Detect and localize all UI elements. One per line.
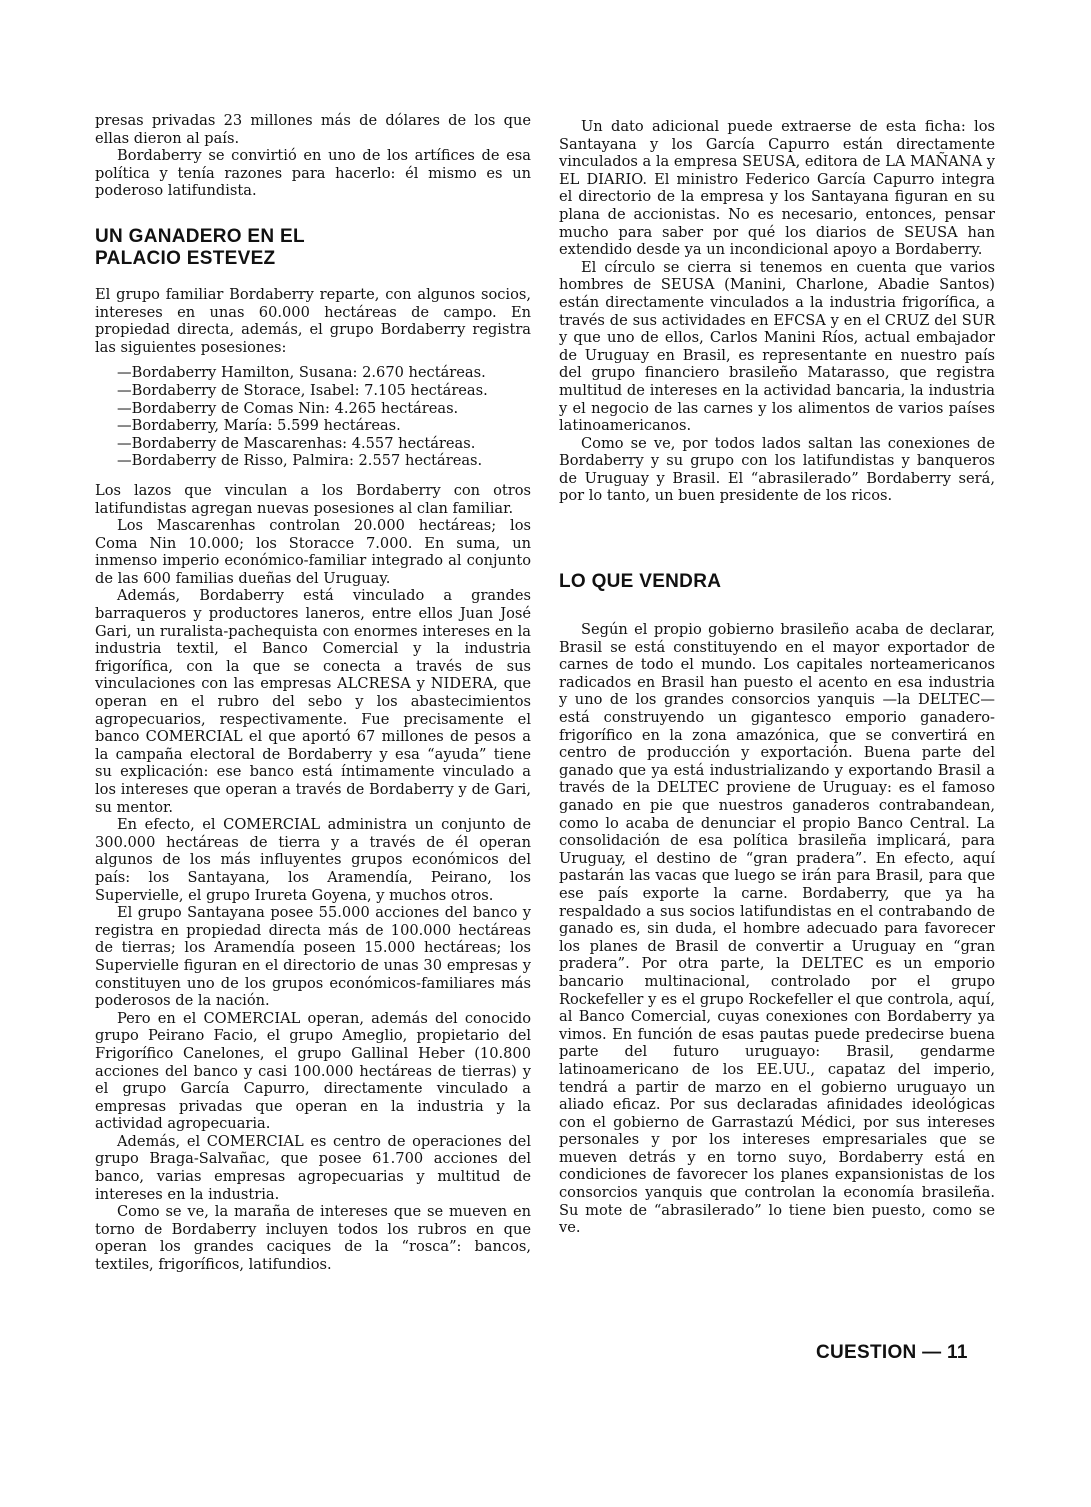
paragraph: Bordaberry se convirtió en uno de los artífices de esa política y tenía razones para hacerlo: él mismo es un poderoso latifundista. (95, 147, 531, 200)
paragraph: El grupo Santayana posee 55.000 acciones del banco y registra en propiedad directa más de 100.000 hectáreas de tierras; los Aramendía poseen 15.000 hectáreas; los Supervielle figuran en el directorio de unas 30 empresas y constituyen uno de los grupos económicos-familiares más poderosos de la nación. (95, 904, 531, 1010)
section-heading: LO QUE VENDRA (559, 571, 722, 593)
paragraph: En efecto, el COMERCIAL administra un conjunto de 300.000 hectáreas de tierra y a través de él operan algunos de los más influyentes grupos económicos del país: los Santayana, los Aramendía, Peirano, los Supervielle, el grupo Irureta Goyena, y muchos otros. (95, 816, 531, 904)
section-heading: UN GANADERO EN EL PALACIO ESTEVEZ (95, 225, 305, 269)
holdings-list (95, 364, 531, 470)
list-item: —Bordaberry de Risso, Palmira: 2.557 hectáreas. (117, 452, 483, 470)
right-column (559, 118, 995, 1237)
paragraph: Como se ve, por todos lados saltan las conexiones de Bordaberry y su grupo con los latifundistas y banqueros de Uruguay y Brasil. El “abrasilerado” Bordaberry será, por lo tanto, un buen presidente de los ricos. (559, 434, 995, 505)
paragraph: Además, Bordaberry está vinculado a grandes barraqueros y productores laneros, entre ellos Juan José Gari, un ruralista-pachequista con enormes intereses en la industria textil, el Banco Comercial y la industria frigorífica, con la que se conecta a través de sus vinculaciones con las empresas ALCRESA y NIDERA, que operan en el rubro del sebo y los abastecimientos agropecuarios, respectivamente. Fue precisamente el banco COMERCIAL el que aportó 67 millones de pesos a la campaña electoral de Bordaberry y esa “ayuda” tiene su explicación: ese banco está íntimamente vinculado a los intereses que operan a través de Bordaberry y de Gari, su mentor. (95, 587, 531, 816)
paragraph: Además, el COMERCIAL es centro de operaciones del grupo Braga-Salvañac, que posee 61.700 acciones del banco, varias empresas agropecuarias y multitud de intereses en la industria. (95, 1132, 531, 1203)
paragraph: Como se ve, la maraña de intereses que se mueven en torno de Bordaberry incluyen todos los rubros en que operan los grandes caciques de la “rosca”: bancos, textiles, frigoríficos, latifundios. (95, 1203, 531, 1274)
list-item: —Bordaberry de Comas Nin: 4.265 hectáreas. (117, 399, 459, 417)
list-item: —Bordaberry Hamilton, Susana: 2.670 hectáreas. (117, 364, 486, 382)
paragraph: Un dato adicional puede extraerse de esta ficha: los Santayana y los García Capurro están directamente vinculados a la empresa SEUSA, editora de LA MAÑANA y EL DIARIO. El ministro Federico García Capurro integra el directorio de la empresa y los Santayana figuran en su plana de accionistas. No es necesario, entonces, pensar mucho para saber por qué los diarios de SEUSA han extendido desde ya un incondicional apoyo a Bordaberry. (559, 118, 995, 259)
left-column (95, 112, 531, 1274)
list-item: —Bordaberry de Storace, Isabel: 7.105 hectáreas. (117, 381, 488, 399)
list-item: —Bordaberry de Mascarenhas: 4.557 hectáreas. (117, 434, 476, 452)
paragraph: Pero en el COMERCIAL operan, además del conocido grupo Peirano Facio, el grupo Ameglio, propietario del Frigorífico Canelones, el grupo Gallinal Heber (10.800 acciones del banco y casi 100.000 hectáreas de tierras) y el grupo García Capurro, directamente vinculado a empresas privadas que operan en la industria y la actividad agropecuaria. (95, 1009, 531, 1133)
paragraph: Los lazos que vinculan a los Bordaberry con otros latifundistas agregan nuevas posesiones al clan familiar. (95, 481, 531, 517)
paragraph: Según el propio gobierno brasileño acaba de declarar, Brasil se está constituyendo en el mayor exportador de carnes de todo el mundo. Los capitales norteamericanos radicados en Brasil han puesto el acento en esa industria y uno de los grandes consorcios yanquis —la DELTEC— está construyendo un gigantesco emporio ganadero-frigorífico en la zona amazónica, que se convertirá en centro de producción y exportación. Buena parte del ganado que ya está industrializando y exportando Brasil a través de la DELTEC proviene de Uruguay: es el famoso ganado en pie que nuestros ganaderos contrabandean, como lo acaba de denunciar el propio Banco Central. La consolidación de esa política brasileña implicará, para Uruguay, el destino de “gran pradera”. En efecto, aquí pastarán las vacas que luego se irán para Brasil, para que ese país exporte la carne. Bordaberry, que ya ha respaldado a sus socios latifundistas en el contrabando de ganado es, sin duda, el hombre adecuado para favorecer los planes de Brasil de convertir a Uruguay en “gran pradera”. Por otra parte, la DELTEC es un emporio bancario multinacional, controlado por el grupo Rockefeller y es el grupo Rockefeller el que controla, aquí, al Banco Comercial, cuyas conexiones con Bordaberry ya vimos. En función de esas pautas puede predecirse buena parte del futuro uruguayo: Brasil, gendarme latinoamericano de los EE.UU., capataz del imperio, tendrá a partir de marzo en el gobierno uruguayo un aliado eficaz. Por sus declaradas afinidades ideológicas con el gobierno de Garrastazú Médici, por sus intereses personales y por los intereses empresariales que se mueven detrás y en torno suyo, Bordaberry está en condiciones de favorecer los planes expansionistas de los consorcios yanquis que controlan la economía brasileña. Su mote de “abrasilerado” lo tiene bien puesto, como se ve. (559, 621, 995, 1237)
paragraph: Los Mascarenhas controlan 20.000 hectáreas; los Coma Nin 10.000; los Storacce 7.000. En suma, un inmenso imperio económico-familiar integrado al conjunto de las 600 familias dueñas del Uruguay. (95, 517, 531, 587)
page-footer: CUESTION — 11 (816, 1342, 968, 1363)
paragraph: El círculo se cierra si tenemos en cuenta que varios hombres de SEUSA (Manini, Charlone, Abadie Santos) están directamente vinculados a la industria frigorífica, a través de sus actividades en EFCSA y en el CRUZ del SUR y que uno de ellos, Carlos Manini Ríos, actual embajador de Uruguay en Brasil, es representante en nuestro país del grupo financiero brasileño Matarasso, que registra multitud de intereses en la actividad bancaria, la industria y el negocio de las carnes y los alimentos de varios países latinoamericanos. (559, 258, 995, 435)
list-item: —Bordaberry, María: 5.599 hectáreas. (117, 417, 401, 435)
paragraph: El grupo familiar Bordaberry reparte, con algunos socios, intereses en unas 60.000 hectáreas de campo. En propiedad directa, además, el grupo Bordaberry registra las siguientes posesiones: (95, 285, 531, 356)
paragraph: presas privadas 23 millones más de dólares de los que ellas dieron al país. (95, 112, 531, 147)
